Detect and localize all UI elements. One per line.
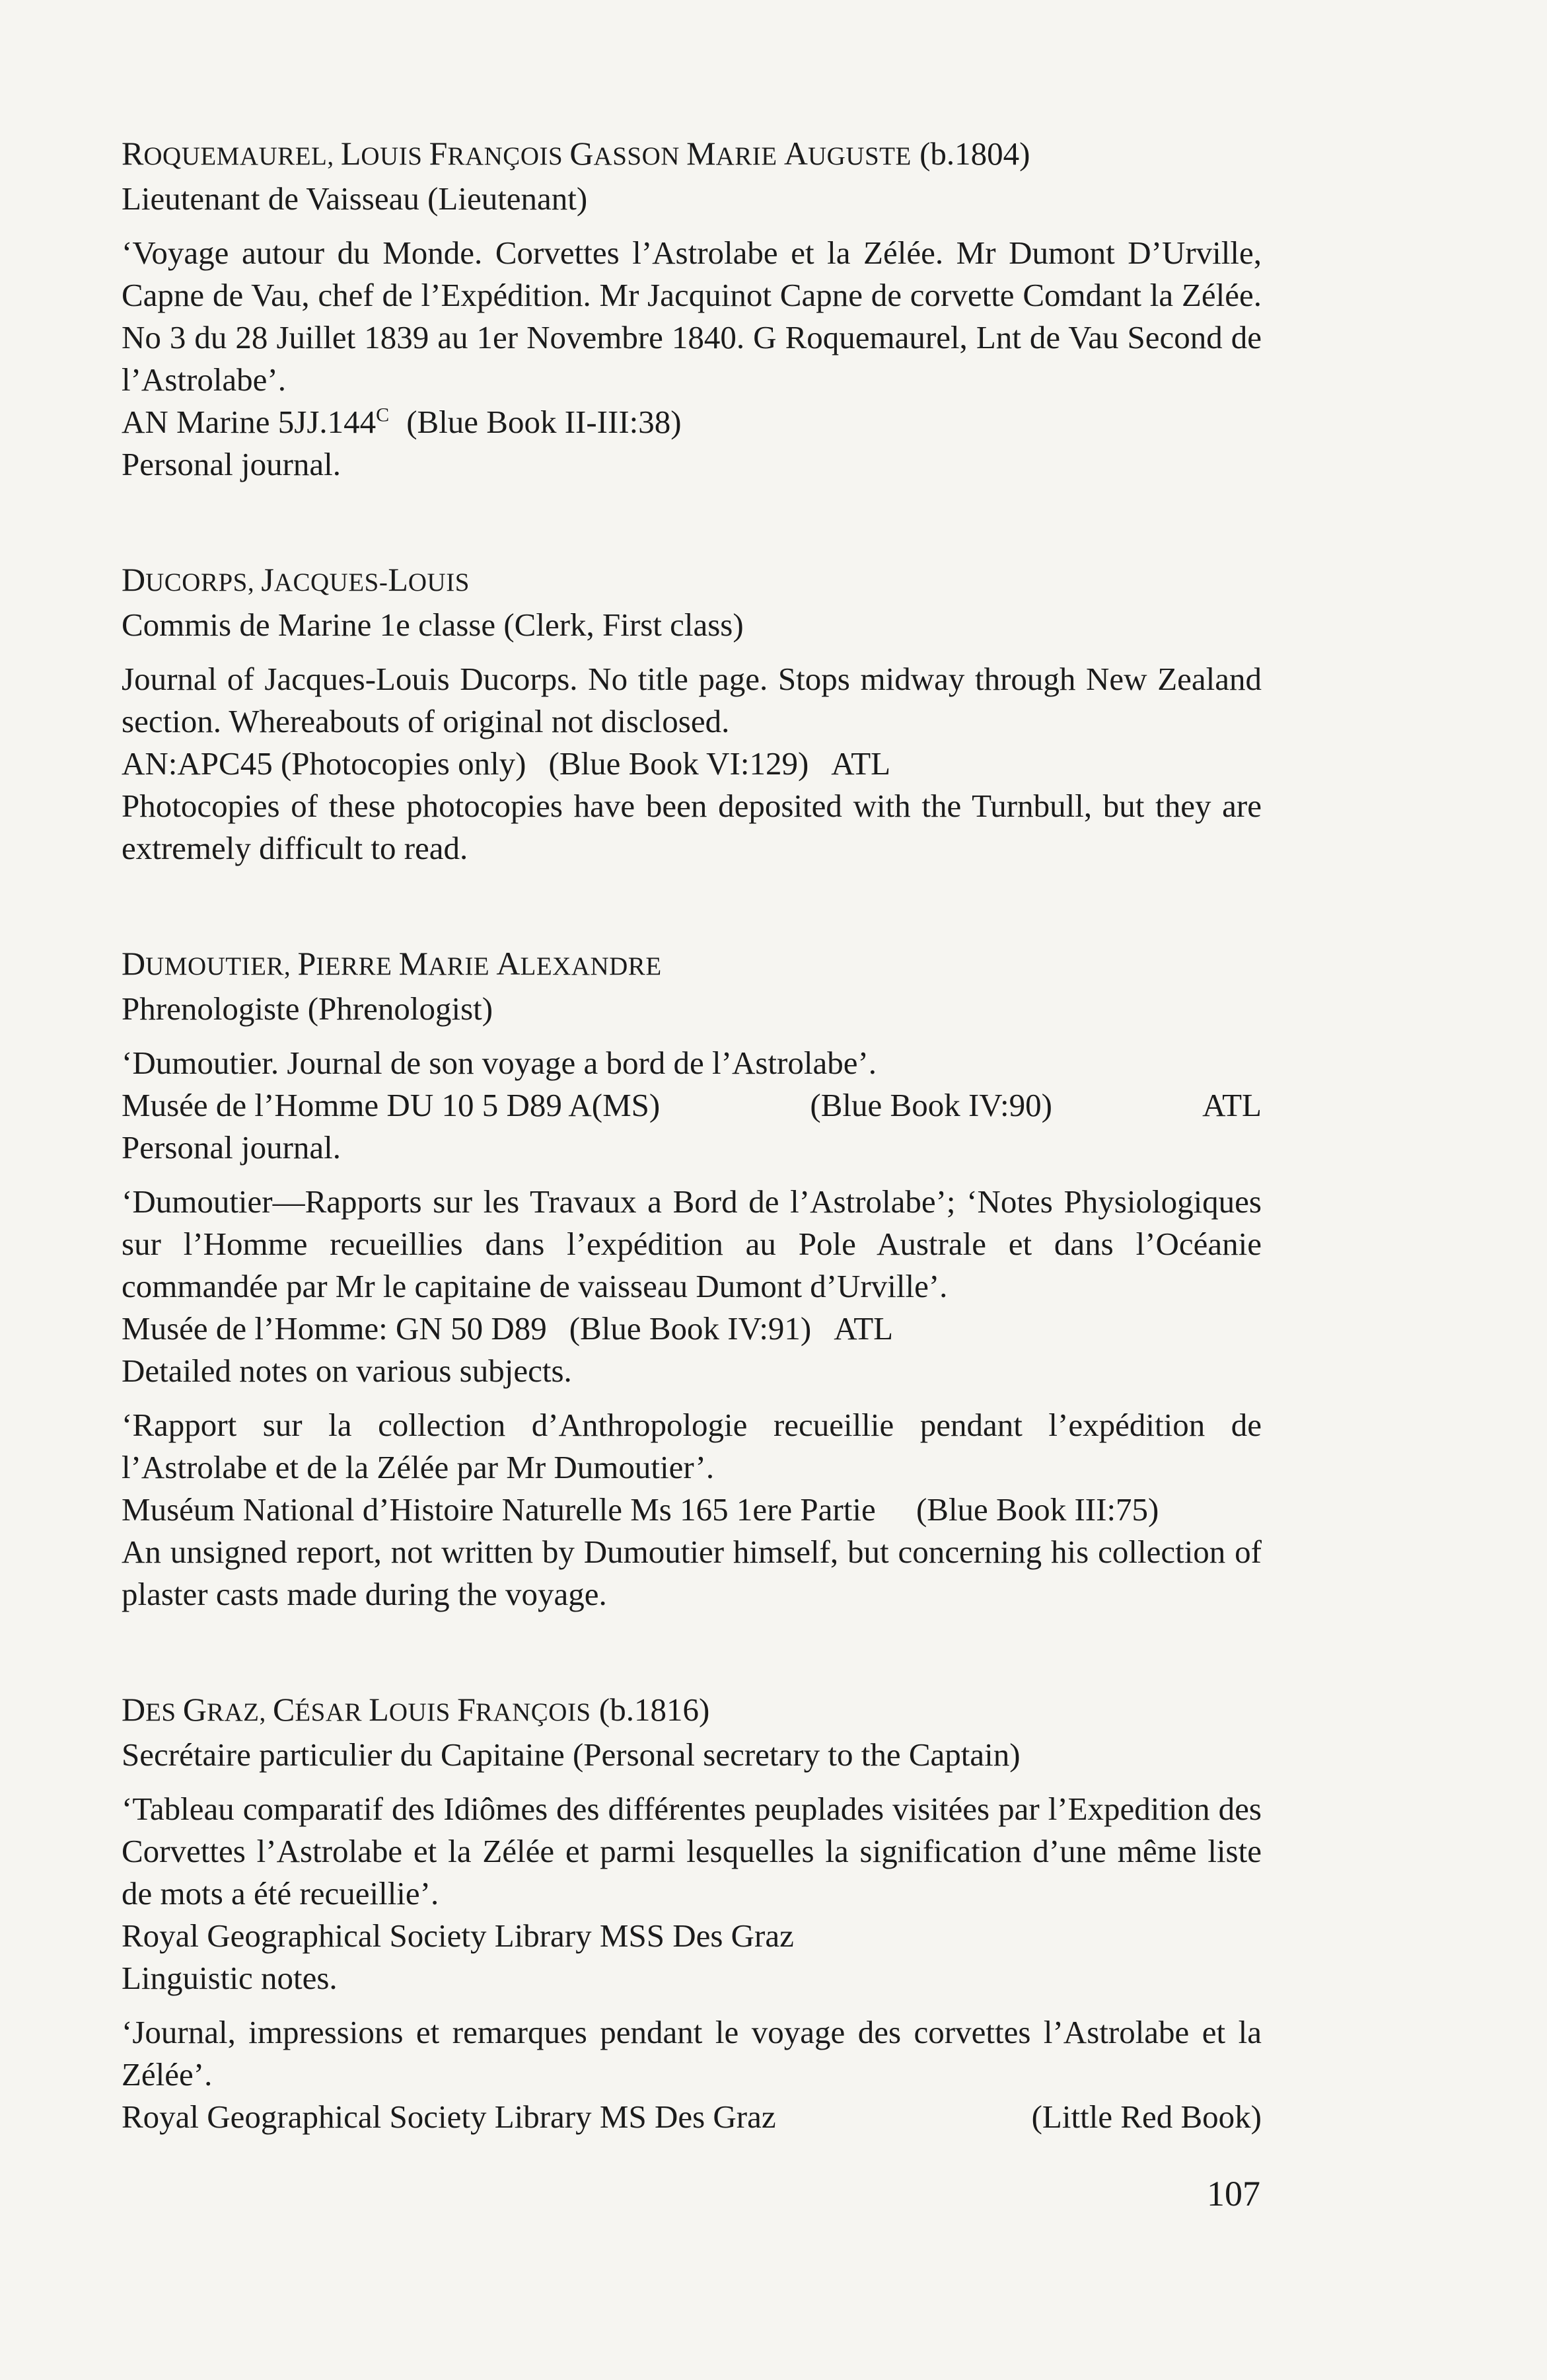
entry-rank: Commis de Marine 1e classe (Clerk, First class) <box>122 607 744 643</box>
item-title: ‘Dumoutier. Journal de son voyage a bord de l’Astrolabe’. <box>122 1045 877 1081</box>
item-note: Personal journal. <box>122 1129 342 1166</box>
entry-roquemaurel <box>122 132 1262 486</box>
item-reference: Musée de l’Homme DU 10 5 D89 A(MS) (Blue Book IV:90) ATL <box>122 1087 1262 1123</box>
item-note: Detailed notes on various subjects. <box>122 1353 572 1389</box>
entry-ducorps <box>122 558 1262 870</box>
item-note: Linguistic notes. <box>122 1960 338 1996</box>
entry-name: DUMOUTIER, PIERRE MARIE ALEXANDRE <box>122 945 662 982</box>
item-reference: AN Marine $5JJ.144^C$ (Blue Book II-III:38) <box>122 404 682 440</box>
item-title: ‘Journal, impressions et remarques pendant le voyage des corvettes l’Astrolabe et la Zélée’. <box>122 2014 1262 2093</box>
entry-name: DES GRAZ, CÉSAR LOUIS FRANÇOIS (b.1816) <box>122 1691 710 1728</box>
entry-rank: Phrenologiste (Phrenologist) <box>122 990 493 1027</box>
entry-name: DUCORPS, JACQUES-LOUIS <box>122 561 470 598</box>
item-reference: AN:APC45 (Photocopies only) (Blue Book VI:129) ATL <box>122 745 891 782</box>
item-title: ‘Rapport sur la collection d’Anthropologie recueillie pendant l’expédition de l’Astrolabe et de la Zélée par Mr Dumoutier’. <box>122 1407 1262 1485</box>
entry-dumoutier <box>122 942 1262 1616</box>
item-note: An unsigned report, not written by Dumoutier himself, but concerning his collection of plaster casts made during the voyage. <box>122 1534 1262 1612</box>
entry-des-graz <box>122 1688 1262 2138</box>
item-note: Photocopies of these photocopies have been deposited with the Turnbull, but they are extremely difficult to read. <box>122 788 1262 866</box>
item-title: ‘Tableau comparatif des Idiômes des différentes peuplades visitées par l’Expedition des Corvettes l’Astrolabe et la Zélée et parmi lesquelles la signification d’une même liste de mots a été recueillie’. <box>122 1791 1262 1912</box>
page-number: 107 <box>1207 2174 1260 2213</box>
entry-name: ROQUEMAUREL, LOUIS FRANÇOIS GASSON MARIE AUGUSTE (b.1804) <box>122 135 1030 172</box>
item-reference: Royal Geographical Society Library MS Des Graz (Little Red Book) <box>122 2099 1262 2135</box>
item-reference: Muséum National d’Histoire Naturelle Ms 165 1ere Partie (Blue Book III:75) <box>122 1491 1159 1528</box>
item-reference: Royal Geographical Society Library MSS Des Graz <box>122 1917 794 1954</box>
item-title: ‘Dumoutier—Rapports sur les Travaux a Bord de l’Astrolabe’; ‘Notes Physiologiques sur l’Homme recueillies dans l’expédition au Pole Australe et dans l’Océanie commandée par Mr le capitaine de vaisseau Dumont d’Urville’. <box>122 1183 1262 1304</box>
item-note: Personal journal. <box>122 446 342 482</box>
document-body <box>122 132 1262 2211</box>
item-title: Journal of Jacques-Louis Ducorps. No title page. Stops midway through New Zealand section. Whereabouts of original not disclosed. <box>122 661 1262 739</box>
entry-rank: Secrétaire particulier du Capitaine (Personal secretary to the Captain) <box>122 1736 1021 1773</box>
item-reference: Musée de l’Homme: GN 50 D89 (Blue Book IV:91) ATL <box>122 1310 894 1347</box>
item-title: ‘Voyage autour du Monde. Corvettes l’Astrolabe et la Zélée. Mr Dumont D’Urville, Capne de Vau, chef de l’Expédition. Mr Jacquinot Capne de corvette Comdant la Zélée. No 3 du 28 Juillet 1839 au 1er Novembre 1840. G Roquemaurel, Lnt de Vau Second de l’Astrolabe’. <box>122 235 1262 398</box>
entry-rank: Lieutenant de Vaisseau (Lieutenant) <box>122 180 588 217</box>
